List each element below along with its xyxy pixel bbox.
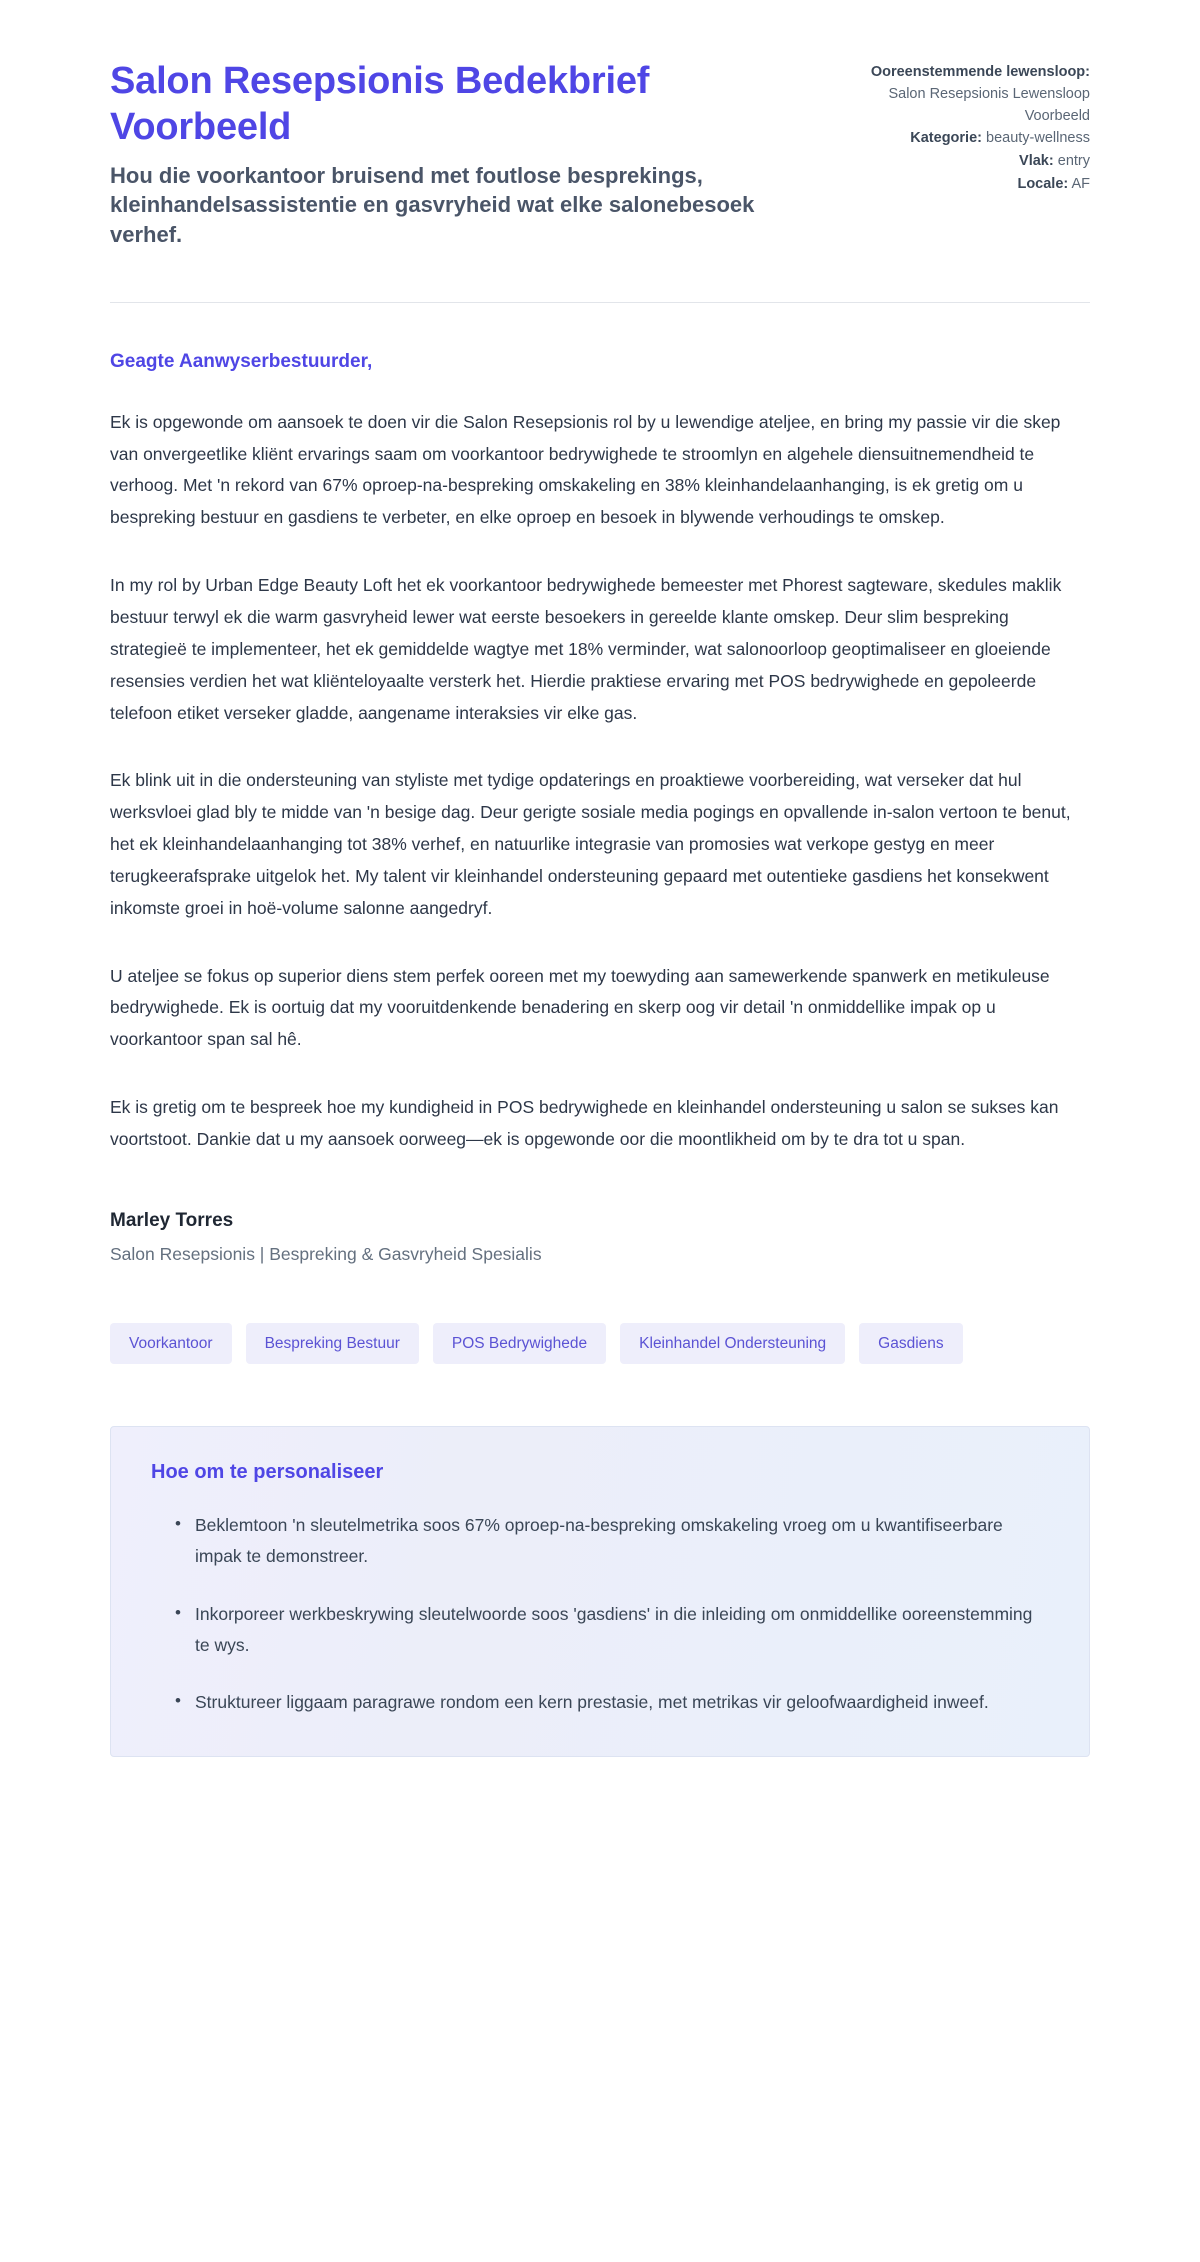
letter-paragraph: U ateljee se fokus op superior diens stem perfek ooreen met my toewyding aan samewerkende spanwerk en metikuleuse bedrywighede. Ek is oortuig dat my vooruitdenkende benadering en skerp oog vir detail 'n onmiddellike impak op u voorkantoor span sal hê. xyxy=(110,965,1050,1050)
meta-level-value: entry xyxy=(1057,153,1090,169)
tag-chip[interactable]: Gasdiens xyxy=(859,1323,962,1365)
tips-list xyxy=(151,1510,1049,1718)
letter-paragraph: In my rol by Urban Edge Beauty Loft het ek voorkantoor bedrywighede bemeester met Phorest sagteware, skedules maklik bestuur terwyl ek die warm gasvryheid lewer wat eerste besoekers in gereelde klante omskep. Deur slim bespreking strategieë te implementeer, het ek gemiddelde wagtye met 18% verminder, wat salonoorloop geoptimaliseer en gloeiende resensies verdien het wat kliënteloyaalte versterk het. Hierdie praktiese ervaring met POS bedrywighede en gepoleerde telefoon etiket verseker gladde, aangename interaksies vir elke gas. xyxy=(110,575,1062,723)
tag-list xyxy=(110,1323,1090,1365)
tag-chip[interactable]: Kleinhandel Ondersteuning xyxy=(620,1323,845,1365)
page-subtitle: Hou die voorkantoor bruisend met foutlose besprekings, kleinhandelsassistentie en gasvryheid wat elke salonebesoek verhef. xyxy=(110,162,755,248)
tips-list-item: • Inkorporeer werkbeskrywing sleutelwoorde soos 'gasdiens' in die inleiding om onmiddellike ooreenstemming te wys. xyxy=(175,1599,1049,1661)
signature-role: Salon Resepsionis | Bespreking & Gasvryheid Spesialis xyxy=(110,1243,542,1264)
meta-matching-resume-label: Ooreenstemmende lewensloop: xyxy=(870,64,1090,80)
letter-body xyxy=(110,303,1090,1156)
tag-chip[interactable]: Bespreking Bestuur xyxy=(246,1323,419,1365)
tips-list-item: • Beklemtoon 'n sleutelmetrika soos 67% oproep-na-bespreking omskakeling vroeg om u kwantifiseerbare impak te demonstreer. xyxy=(175,1510,1049,1572)
tips-title: Hoe om te personaliseer xyxy=(151,1461,384,1484)
document-header xyxy=(110,58,1090,250)
document-metadata xyxy=(858,58,1090,197)
meta-category-label: Kategorie: xyxy=(910,130,982,147)
tag-chip[interactable]: Voorkantoor xyxy=(110,1323,232,1365)
letter-paragraph: Ek is opgewonde om aansoek te doen vir die Salon Resepsionis rol by u lewendige ateljee, en bring my passie vir die skep van onvergeetlike kliënt ervarings saam om voorkantoor bedrywighede te stroomlyn en algehele diensuitnemendheid te verhoog. Met 'n rekord van 67% oproep-na-bespreking omskakeling en 38% kleinhandelaanhanging, is ek gretig om u bespreking bestuur en gasdiens te verbeter, en elke oproep en besoek in blywende verhoudings te omskep. xyxy=(110,411,1061,528)
tag-chip[interactable]: POS Bedrywighede xyxy=(433,1323,606,1365)
meta-matching-resume xyxy=(858,62,1090,127)
signature-name: Marley Torres xyxy=(110,1209,234,1231)
page-title: Salon Resepsionis Bedekbrief Voorbeeld xyxy=(110,60,650,149)
letter-paragraph: Ek is gretig om te bespreek hoe my kundigheid in POS bedrywighede en kleinhandel ondersteuning u salon se sukses kan voortstoot. Dankie dat u my aansoek oorweeg—ek is opgewonde oor die moontlikheid om by te dra tot u span. xyxy=(110,1097,1059,1149)
meta-locale-label: Locale: xyxy=(1017,175,1069,192)
letter-salutation: Geagte Aanwyserbestuurder, xyxy=(110,350,373,372)
meta-category-value: beauty-wellness xyxy=(986,130,1090,147)
personalization-tips-panel xyxy=(110,1426,1090,1757)
meta-locale-value: AF xyxy=(1071,175,1090,192)
meta-matching-resume-value: Salon Resepsionis Lewensloop Voorbeeld xyxy=(888,85,1090,124)
tips-list-item: • Struktureer liggaam paragrawe rondom een kern prestasie, met metrikas vir geloofwaardigheid inweef. xyxy=(175,1687,1049,1718)
meta-level xyxy=(858,151,1090,173)
meta-locale xyxy=(858,174,1090,196)
header-title-block xyxy=(110,58,770,250)
meta-category xyxy=(858,128,1090,150)
letter-paragraph: Ek blink uit in die ondersteuning van styliste met tydige opdaterings en proaktiewe voorbereiding, wat verseker dat hul werksvloei glad bly te midde van 'n besige dag. Deur gerigte sosiale media pogings en opvallende in-salon vertoon te benut, het ek kleinhandelaanhanging tot 38% verhef, en natuurlike integrasie van promosies wat verkope gestyg en meer terugkeerafsprake uitgelok het. My talent vir kleinhandel ondersteuning gepaard met outentieke gasdiens het konsekwent inkomste groei in hoë-volume salonne aangedryf. xyxy=(110,770,1071,918)
meta-level-label: Vlak: xyxy=(1019,153,1054,169)
signature-block xyxy=(110,1210,1090,1265)
